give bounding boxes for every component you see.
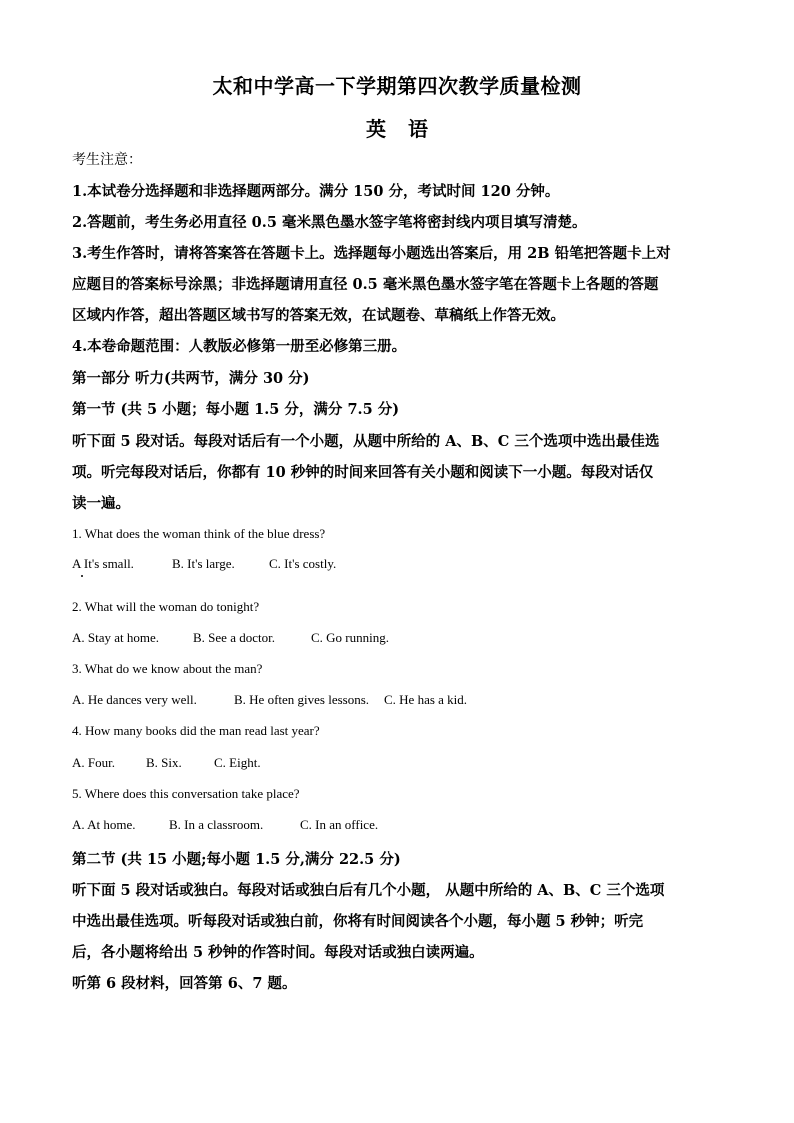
option-c: C. He has a kid. [384, 692, 468, 707]
section2-instruction-line-1: 听下面 5 段对话或独白。每段对话或独白后有几个小题， 从题中所给的 A、B、C 三个选项 [72, 882, 665, 899]
section2-instruction-line-3: 后，各小题将给出 5 秒钟的作答时间。每段对话或独白读两遍。 [72, 944, 484, 961]
question-stem: 5. Where does this conversation take place? [72, 786, 300, 801]
question-options [72, 556, 336, 572]
option-b: B. In a classroom. [169, 817, 264, 832]
option-a: A. Four. [72, 755, 115, 770]
option-c: C. Eight. [214, 755, 261, 770]
question-options [72, 817, 378, 833]
option-a: A. He dances very well. [72, 692, 197, 707]
option-c: C. It's costly. [269, 556, 337, 571]
question-options [72, 755, 261, 771]
notice-item-3-line-1: 3.考生作答时，请将答案答在答题卡上。选择题每小题选出答案后，用 2B 铅笔把答题卡上对 [72, 245, 671, 262]
notice-item-3-line-2: 应题目的答案标号涂黑；非选择题请用直径 0.5 毫米黑色墨水签字笔在答题卡上各题的答题 [72, 276, 659, 293]
section1-heading: 第一节 (共 5 小题；每小题 1.5 分，满分 7.5 分) [72, 401, 400, 418]
part1-heading: 第一部分 听力(共两节，满分 30 分) [72, 370, 310, 387]
question-stem: 1. What does the woman think of the blue dress? [72, 526, 326, 541]
question-options [72, 692, 467, 708]
question-stem: 4. How many books did the man read last year? [72, 723, 320, 738]
option-a: A. Stay at home. [72, 630, 160, 645]
subject-title: 英语 [366, 117, 450, 141]
stray-dot-mark [81, 575, 83, 577]
option-b: B. Six. [146, 755, 182, 770]
section1-instruction-line-2: 项。听完每段对话后，你都有 10 秒钟的时间来回答有关小题和阅读下一小题。每段对话仅 [72, 464, 654, 481]
notice-heading: 考生注意： [72, 152, 142, 168]
notice-item-2: 2.答题前，考生务必用直径 0.5 毫米黑色墨水签字笔将密封线内项目填写清楚。 [72, 214, 587, 231]
option-b: B. He often gives lessons. [234, 692, 370, 707]
material-instruction: 听第 6 段材料，回答第 6、7 题。 [72, 975, 297, 992]
option-c: C. Go running. [311, 630, 389, 645]
section1-instruction-line-1: 听下面 5 段对话。每段对话后有一个小题，从题中所给的 A、B、C 三个选项中选出最佳选 [72, 433, 660, 450]
notice-item-4: 4.本卷命题范围：人教版必修第一册至必修第三册。 [72, 338, 407, 355]
section2-instruction-line-2: 中选出最佳选项。听每段对话或独白前，你将有时间阅读各个小题，每小题 5 秒钟；听完 [72, 913, 644, 930]
option-b: B. See a doctor. [193, 630, 275, 645]
notice-item-1: 1.本试卷分选择题和非选择题两部分。满分 150 分，考试时间 120 分钟。 [72, 183, 560, 200]
exam-title: 太和中学高一下学期第四次教学质量检测 [212, 74, 582, 98]
question-stem: 3. What do we know about the man? [72, 661, 263, 676]
option-c: C. In an office. [300, 817, 379, 832]
section2-heading: 第二节 (共 15 小题;每小题 1.5 分,满分 22.5 分) [72, 851, 401, 868]
question-stem: 2. What will the woman do tonight? [72, 599, 260, 614]
question-options [72, 630, 389, 646]
option-a: A It's small. [72, 556, 134, 571]
option-a: A. At home. [72, 817, 136, 832]
section1-instruction-line-3: 读一遍。 [72, 495, 130, 512]
option-b: B. It's large. [172, 556, 235, 571]
notice-item-3-line-3: 区域内作答，超出答题区域书写的答案无效，在试题卷、草稿纸上作答无效。 [72, 307, 565, 324]
